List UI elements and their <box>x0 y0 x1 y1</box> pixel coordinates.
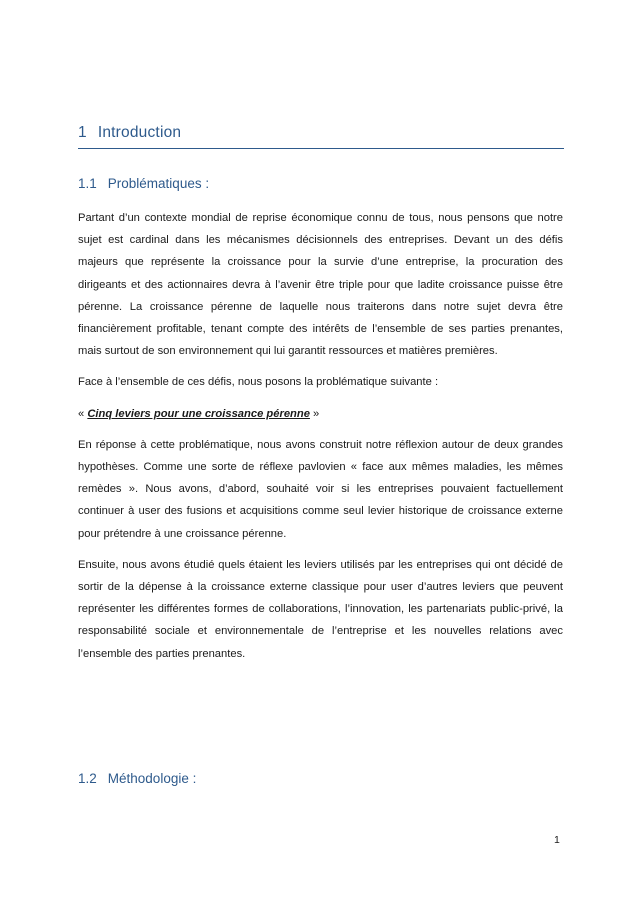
quote-close: » <box>309 407 320 420</box>
subsection-title: Méthodologie : <box>107 771 197 786</box>
problem-statement: Cinq leviers pour une croissance pérenne <box>87 407 310 420</box>
paragraph-problem-intro: Face à l’ensemble de ces défis, nous posons la problématique suivante : <box>78 376 439 389</box>
subsection-heading-methodologie <box>78 771 196 786</box>
paragraph-context: Partant d’un contexte mondial de reprise économique connu de tous, nous pensons que notre sujet est cardinal dans les mécanismes décisionnels des entreprises. Devant un des défis majeurs que représente la croissance pour la survie d’une entreprise, la procuration des dirigeants et des actionnaires devra à l’avenir être triple pour que ladite croissance puisse être pérenne. La croissance pérenne de laquelle nous traiterons dans notre sujet devra être financièrement profitable, tenant compte des intérêts de l’ensemble de ses parties prenantes, mais surtout de son environnement qui lui garantit ressources et matières premières. <box>78 212 563 358</box>
subsection-heading-problematiques <box>78 176 209 191</box>
paragraph-other-levers: Ensuite, nous avons étudié quels étaient les leviers utilisés par les entreprises qui ont décidé de sortir de la dépense à la croissance externe classique pour user d’autres leviers que peuvent représenter les différentes formes de collaborations, l’innovation, les partenariats public-privé, la responsabilité sociale et environnementale de l’entreprise et les nouvelles relations avec l’ensemble des parties prenantes. <box>78 558 563 660</box>
quote-open: « <box>78 407 88 420</box>
section-number: 1 <box>78 124 87 141</box>
page-number: 1 <box>554 834 560 846</box>
paragraph-problem-statement <box>78 403 563 425</box>
subsection-number: 1.2 <box>78 771 97 786</box>
paragraph-hypotheses: En réponse à cette problématique, nous avons construit notre réflexion autour de deux grandes hypothèses. Comme une sorte de réflexe pavlovien « face aux mêmes maladies, les mêmes remèdes ». Nous avons, d’abord, souhaité voir si les entreprises pouvaient factuellement continuer à user des fusions et acquisitions comme seul levier historique de croissance externe pour prétendre à une croissance pérenne. <box>78 438 563 540</box>
section-title: Introduction <box>97 124 182 141</box>
body-text <box>78 207 563 665</box>
section-heading-introduction <box>78 124 564 149</box>
subsection-number: 1.1 <box>78 176 97 191</box>
subsection-title: Problématiques : <box>107 176 210 191</box>
